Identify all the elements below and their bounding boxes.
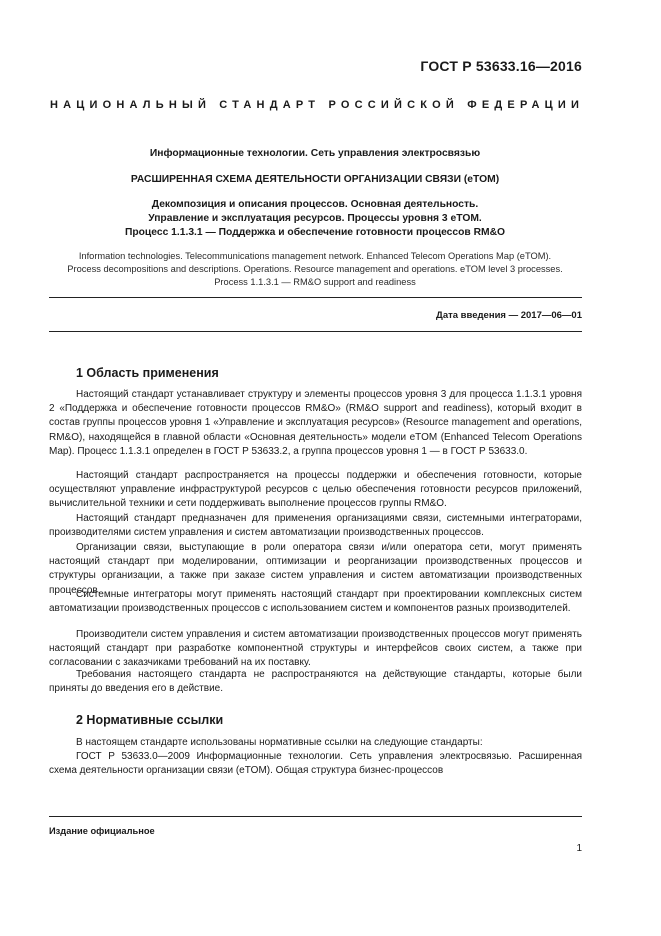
- english-title-line: Process 1.1.3.1 — RM&O support and readiness: [214, 277, 416, 287]
- english-title-line: Information technologies. Telecommunications management network. Enhanced Telecom Operations Map (eTOM).: [78, 251, 552, 261]
- body-paragraph: Настоящий стандарт распространяется на процессы поддержки и обеспечения готовности, которые осуществляют управление инфраструктурой ресурсов с целью обеспечения готовности ресурсов приложений, вычислительной техники и сети поддерживать выполнение процессов группы RM&O.: [49, 470, 582, 510]
- standard-subtitle: Информационные технологии. Сеть управления электросвязью: [149, 148, 481, 159]
- section-heading: 2 Нормативные ссылки: [76, 713, 224, 727]
- standard-part-title-line: Декомпозиция и описания процессов. Основная деятельность.: [151, 199, 479, 210]
- standard-part-title-line: Процесс 1.1.3.1 — Поддержка и обеспечение готовности процессов RM&O: [124, 227, 506, 238]
- body-paragraph: Настоящий стандарт устанавливает структуру и элементы процессов уровня 3 для процесса 1.1.3.1 уровня 2 «Поддержка и обеспечение готовности процессов RM&O» (RM&O support and readiness), который входит в состав группы процессов уровня 1 «Управление и эксплуатация ресурсов» (Resource management and operations, RM&O), находящейся в главной области «Основная деятельность» модели eTOM (Enhanced Telecom Operations Map). Процесс 1.1.3.1 определен в ГОСТ Р 53633.2, а группа процессов уровня 1 — в ГОСТ Р 53633.0.: [49, 389, 582, 457]
- standard-main-title: РАСШИРЕННАЯ СХЕМА ДЕЯТЕЛЬНОСТИ ОРГАНИЗАЦИИ СВЯЗИ (eTOM): [130, 174, 500, 185]
- reference-entry: ГОСТ Р 53633.0—2009 Информационные технологии. Сеть управления электросвязью. Расширенная схема деятельности организации связи (eTOM). Общая структура бизнес-процессов: [49, 751, 582, 777]
- divider: [49, 816, 582, 817]
- body-paragraph: В настоящем стандарте использованы нормативные ссылки на следующие стандарты:: [76, 737, 483, 748]
- document-number: ГОСТ Р 53633.16—2016: [420, 58, 582, 74]
- body-paragraph: Производители систем управления и систем автоматизации производственных процессов могут применять настоящий стандарт при разработке компонентной структуры и интерфейсов своих систем, а также при согласовании с заказчиками требований на их поставку.: [49, 629, 582, 669]
- divider: [49, 331, 582, 332]
- body-paragraph: Системные интеграторы могут применять настоящий стандарт при проектировании комплексных систем автоматизации производственных процессов с использованием систем и компонентов разных производителей.: [49, 589, 582, 615]
- divider: [49, 297, 582, 298]
- english-title-line: Process decompositions and descriptions. Operations. Resource management and operations. eTOM level 3 processes.: [67, 264, 563, 274]
- body-paragraph: Организации связи, выступающие в роли оператора связи и/или оператора сети, могут применять настоящий стандарт при моделировании, оптимизации и реорганизации производственных процессов и структуры организации, а также при заказе систем управления и систем автоматизации производственных процессов.: [49, 542, 582, 596]
- body-paragraph: Настоящий стандарт предназначен для применения организациями связи, системными интеграторами, производителями систем управления и систем автоматизации производственных процессов.: [49, 513, 582, 539]
- introduction-date: Дата введения — 2017—06—01: [436, 310, 582, 321]
- section-heading: 1 Область применения: [76, 366, 219, 380]
- body-paragraph: Требования настоящего стандарта не распространяются на действующие стандарты, которые были приняты до введения его в действие.: [49, 669, 582, 695]
- page-number: 1: [576, 843, 582, 854]
- national-standard-heading: НАЦИОНАЛЬНЫЙ СТАНДАРТ РОССИЙСКОЙ ФЕДЕРАЦИИ: [50, 99, 585, 111]
- official-edition-label: Издание официальное: [49, 826, 155, 836]
- standard-part-title-line: Управление и эксплуатация ресурсов. Процессы уровня 3 eTOM.: [148, 213, 482, 224]
